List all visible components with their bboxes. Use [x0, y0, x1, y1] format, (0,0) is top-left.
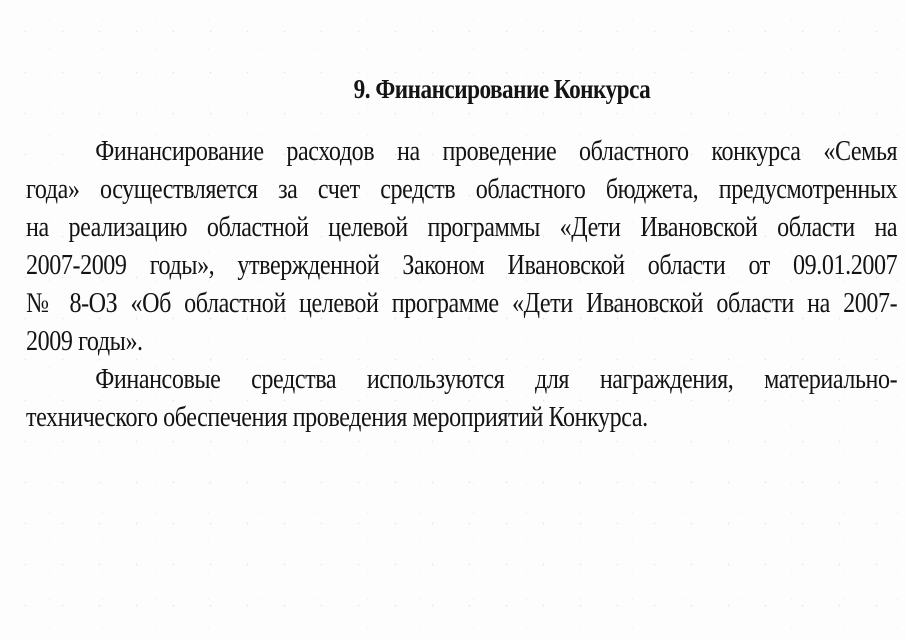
section-heading: 9. Финансирование Конкурса: [353, 74, 651, 104]
section-body: [26, 133, 898, 437]
paragraph-1-line-6: 2009 годы».: [26, 326, 143, 357]
paragraph-1-line-3: на реализацию областной целевой программы «Дети Ивановской области на: [26, 212, 898, 243]
paragraph-2-line-1: Финансовые средства используются для награждения, материально-: [95, 364, 898, 395]
paragraph-1-line-1: Финансирование расходов на проведение областного конкурса «Семья: [95, 136, 898, 167]
paragraph-1-line-5: № 8-ОЗ «Об областной целевой программе «Дети Ивановской области на 2007-: [26, 288, 898, 319]
paragraph-1-line-4: 2007-2009 годы», утвержденной Законом Ивановской области от 09.01.2007: [26, 250, 898, 281]
paragraph-2-line-2: технического обеспечения проведения мероприятий Конкурса.: [26, 402, 648, 433]
paragraph-1-line-2: года» осуществляется за счет средств областного бюджета, предусмотренных: [26, 174, 898, 205]
